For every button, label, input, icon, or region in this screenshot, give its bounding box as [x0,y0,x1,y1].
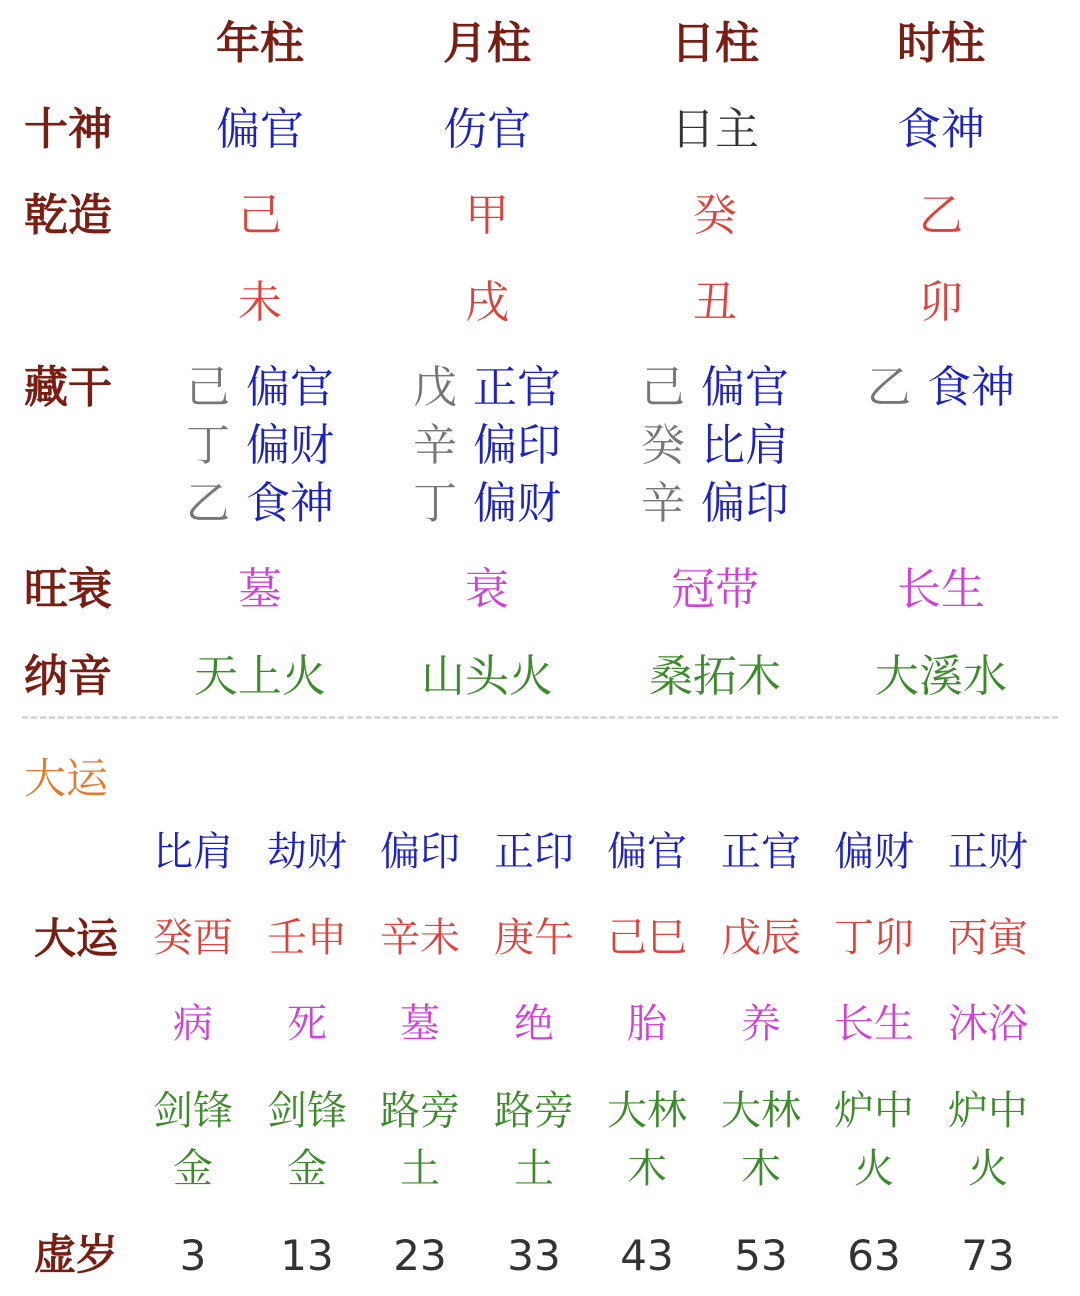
row-label-qianzao: 乾造 [24,190,112,241]
dayun-state: 墓 [400,1001,440,1047]
dayun-state: 病 [173,1001,213,1047]
dayun-nayin: 大林木 [721,1088,801,1192]
dayun-nayin: 路旁土 [494,1088,574,1192]
hidden-stem-entry [150,420,370,471]
hidden-stem: 乙 [867,362,911,413]
hidden-stem: 辛 [413,420,457,471]
hidden-stem: 丁 [186,420,230,471]
hidden-stem-god: 偏官 [246,362,334,413]
age-row-label: 虚岁 [34,1230,119,1279]
hidden-stem: 戊 [413,362,457,413]
row-label-wangshuai: 旺衰 [24,564,112,615]
dayun-nayin: 炉中火 [834,1088,914,1192]
dayun-state: 死 [287,1001,327,1047]
hidden-stem-god: 食神 [246,478,334,529]
hidden-stem-god: 比肩 [701,420,789,471]
header-month-pillar: 月柱 [443,18,531,69]
dayun-ganzhi: 辛未 [380,915,460,961]
dayun-age: 53 [734,1231,788,1280]
branch-day: 丑 [693,277,737,328]
dayun-god: 偏印 [380,829,460,875]
dayun-age: 43 [620,1231,674,1280]
nayin-hour: 大溪水 [875,651,1007,702]
branch-month: 戌 [465,277,509,328]
section-divider [22,716,1058,719]
dayun-age: 13 [280,1231,334,1280]
dayun-god: 偏财 [834,829,914,875]
stem-month: 甲 [465,190,509,241]
dayun-age: 63 [847,1231,901,1280]
hidden-stem: 己 [641,362,685,413]
dayun-ganzhi: 丙寅 [948,915,1028,961]
hidden-stem-god: 偏印 [473,420,561,471]
stem-day: 癸 [693,190,737,241]
hidden-stem-entry [150,478,370,529]
hidden-stem-entry [605,478,825,529]
dayun-state: 长生 [834,1001,914,1047]
dayun-nayin: 炉中火 [948,1088,1028,1192]
dayun-god: 比肩 [153,829,233,875]
dayun-age: 3 [179,1231,207,1280]
dayun-state: 养 [741,1001,781,1047]
hidden-stem-god: 偏官 [701,362,789,413]
hidden-stem-entry [377,420,597,471]
dayun-nayin: 剑锋金 [153,1088,233,1192]
shishen-month: 伤官 [443,104,531,155]
shishen-year: 偏官 [216,104,304,155]
hidden-stem-entry [605,362,825,413]
hidden-stem-god: 食神 [927,362,1015,413]
dayun-state: 沐浴 [948,1001,1028,1047]
wangshuai-month: 衰 [465,564,509,615]
hidden-stem-god: 偏印 [701,478,789,529]
hidden-stem: 乙 [186,478,230,529]
branch-hour: 卯 [919,277,963,328]
header-hour-pillar: 时柱 [897,18,985,69]
dayun-ganzhi: 壬申 [267,915,347,961]
hidden-stem-entry [831,362,1051,413]
dayun-ganzhi: 戊辰 [721,915,801,961]
dayun-nayin: 大林木 [607,1088,687,1192]
wangshuai-day: 冠带 [671,564,759,615]
dayun-age: 73 [961,1231,1015,1280]
dayun-ganzhi: 庚午 [494,915,574,961]
dayun-age: 33 [507,1231,561,1280]
hidden-stem-god: 正官 [473,362,561,413]
branch-year: 未 [238,277,282,328]
wangshuai-year: 墓 [238,564,282,615]
stem-hour: 乙 [919,190,963,241]
dayun-state: 胎 [627,1001,667,1047]
dayun-god: 正官 [721,829,801,875]
nayin-month: 山头火 [421,651,553,702]
dayun-god: 劫财 [267,829,347,875]
hidden-stem-entry [377,478,597,529]
hidden-stem-god: 偏财 [473,478,561,529]
row-label-nayin: 纳音 [24,651,112,702]
stem-year: 己 [238,190,282,241]
hidden-stem: 丁 [413,478,457,529]
dayun-god: 偏官 [607,829,687,875]
wangshuai-hour: 长生 [897,564,985,615]
header-year-pillar: 年柱 [216,18,304,69]
dayun-state: 绝 [514,1001,554,1047]
dayun-god: 正财 [948,829,1028,875]
header-day-pillar: 日柱 [671,18,759,69]
dayun-nayin: 路旁土 [380,1088,460,1192]
hidden-stem: 辛 [641,478,685,529]
nayin-day: 桑拓木 [649,651,781,702]
dayun-row-label: 大运 [34,914,119,963]
dayun-nayin: 剑锋金 [267,1088,347,1192]
shishen-hour: 食神 [897,104,985,155]
hidden-stem: 癸 [641,420,685,471]
dayun-ganzhi: 癸酉 [153,915,233,961]
hidden-stem-entry [605,420,825,471]
shishen-day: 日主 [671,104,759,155]
hidden-stem-entry [377,362,597,413]
dayun-god: 正印 [494,829,574,875]
row-label-canggan: 藏干 [24,362,112,413]
hidden-stem: 己 [186,362,230,413]
dayun-ganzhi: 丁卯 [834,915,914,961]
hidden-stem-god: 偏财 [246,420,334,471]
nayin-year: 天上火 [194,651,326,702]
dayun-ganzhi: 己巳 [607,915,687,961]
dayun-age: 23 [393,1231,447,1280]
row-label-shishen: 十神 [24,104,112,155]
dayun-section-title: 大运 [24,754,109,803]
hidden-stem-entry [150,362,370,413]
